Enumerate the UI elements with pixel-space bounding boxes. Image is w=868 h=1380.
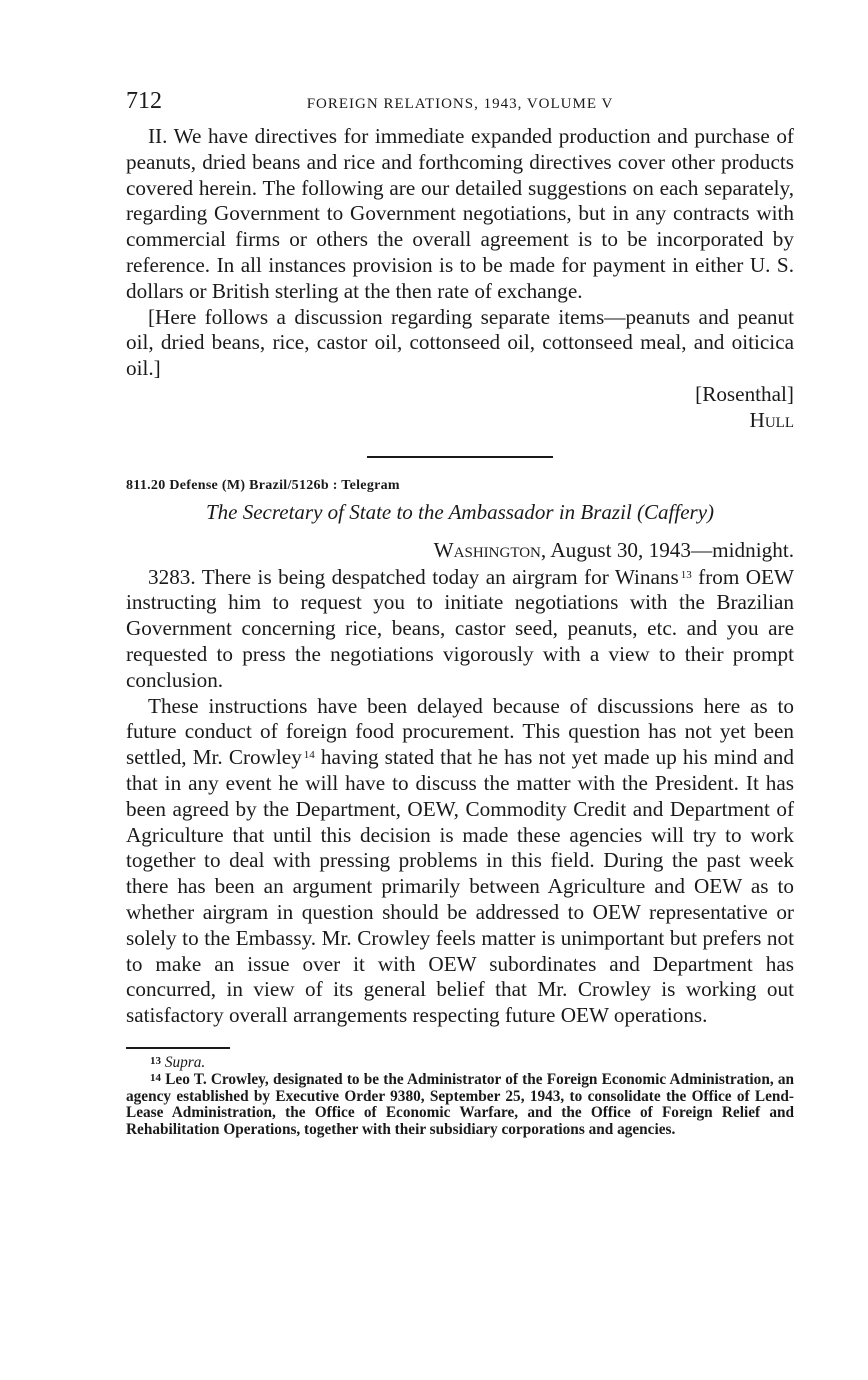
paragraph-airgram-rest: from OEW instructing him to request you to initiate negotiations with the Brazilian Government concerning rice, beans, castor seed, peanuts, etc. and you are requested to press the negotiations vigorously with a view to their prompt conclusion. bbox=[126, 564, 794, 692]
dateline-date: , August 30, 1943—midnight. bbox=[540, 537, 794, 562]
paragraph-directives: II. We have directives for immediate expanded production and purchase of peanuts, dried beans and rice and forthcoming directives cover other products covered herein. The following are our detailed suggestions on each separately, regarding Government to Government negotiations, but in any contracts with commercial firms or others the overall agreement is to be incorporated by reference. In all instances provision is to be made for payment in either U. S. dollars or British sterling at the then rate of exchange. bbox=[126, 124, 794, 303]
footnote-13-text: Supra. bbox=[164, 1053, 206, 1071]
page-header bbox=[126, 88, 794, 124]
document-page bbox=[126, 88, 794, 1139]
footnote-ref-13[interactable]: 13 bbox=[680, 568, 692, 581]
paragraph-instructions-rest: having stated that he has not yet made up his mind and that in any event he will have to discuss the matter with the President. It has been agreed by the Department, OEW, Commodity Credit and Department of Agriculture that until this decision is made these agencies will try to work together to deal with pressing problems in this field. During the past week there has been an argument primarily between Agriculture and OEW as to whether airgram in question should be addressed to OEW representative or solely to the Embassy. Mr. Crowley feels matter is unimportant but prefers not to make an issue over it with OEW subordinates and Department has concurred, in view of its general belief that Mr. Crowley is working out satisfactory overall arrangements respecting future OEW operations. bbox=[126, 745, 794, 1028]
dateline bbox=[126, 537, 794, 563]
page-number: 712 bbox=[126, 88, 162, 114]
document-title-recipient: (Caffery) bbox=[637, 499, 715, 524]
paragraph-airgram-start: 3283. There is being despatched today an airgram for Winans bbox=[148, 564, 679, 589]
signature-name: Hull bbox=[749, 407, 794, 432]
footnote-14 bbox=[126, 1072, 794, 1139]
footnote-13 bbox=[126, 1055, 794, 1072]
footnote-divider bbox=[126, 1047, 230, 1049]
running-title: FOREIGN RELATIONS, 1943, VOLUME V bbox=[306, 96, 614, 112]
paragraph-airgram bbox=[126, 565, 794, 694]
section-divider bbox=[367, 456, 553, 458]
footnote-ref-14[interactable]: 14 bbox=[303, 749, 315, 762]
footnote-14-number: 14 bbox=[150, 1071, 161, 1084]
footnote-13-number: 13 bbox=[150, 1054, 161, 1067]
document-title bbox=[126, 500, 794, 525]
paragraph-discussion-note: [Here follows a discussion regarding separate items—peanuts and peanut oil, dried beans, rice, castor oil, cottonseed oil, cottonseed meal, and oiticica oil.] bbox=[126, 304, 794, 381]
paragraph-instructions-delayed bbox=[126, 694, 794, 1029]
paragraph-instructions-start: These instructions have been delayed because of discussions here as to future conduct of foreign food procurement. This question has not yet been settled, Mr. Crowley bbox=[126, 693, 794, 770]
signature-bracket: [Rosenthal] bbox=[695, 381, 794, 406]
document-title-text: The Secretary of State to the Ambassador in Brazil bbox=[205, 499, 632, 524]
footnote-14-text: Leo T. Crowley, designated to be the Administrator of the Foreign Economic Administration, an agency established by Executive Order 9380, September 25, 1943, to consolidate the Office of Lend-Lease Administration, the Office of Economic Warfare, and the Office of Foreign Relief and Rehabilitation Operations, together with their subsidiary corporations and agencies. bbox=[126, 1070, 795, 1139]
dateline-place: Washington bbox=[433, 537, 541, 562]
file-reference: 811.20 Defense (M) Brazil/5126b : Telegram bbox=[126, 477, 400, 493]
